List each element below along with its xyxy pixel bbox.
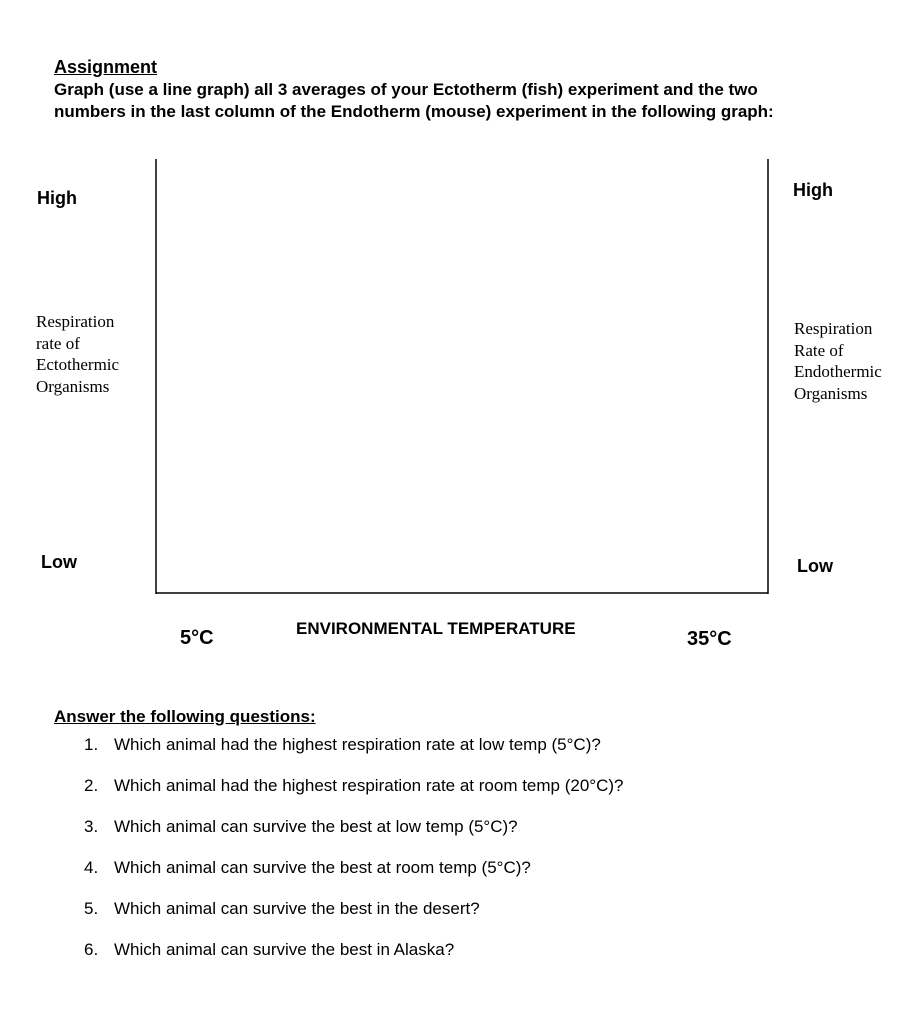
left-axis-title-line: Ectothermic (36, 355, 120, 374)
x-axis-max-label: 35°C (687, 628, 732, 650)
question-number: 4. (84, 858, 99, 877)
left-axis-title-line: rate of (36, 333, 80, 353)
question-item (84, 776, 624, 817)
question-text: Which animal can survive the best in Alaska? (114, 940, 455, 959)
question-number: 3. (84, 817, 99, 836)
left-axis-title-line: Respiration (36, 312, 115, 331)
x-axis-title: ENVIRONMENTAL TEMPERATURE (296, 619, 576, 638)
questions-list (84, 735, 624, 981)
question-number: 5. (84, 899, 99, 918)
left-axis-high-label: High (37, 188, 77, 208)
instructions-line-2: numbers in the last column of the Endotherm (mouse) experiment in the following graph: (54, 102, 774, 121)
question-item (84, 899, 624, 940)
right-axis-title (794, 318, 882, 404)
blank-graph-area (155, 159, 769, 594)
assignment-title: Assignment (54, 57, 158, 77)
question-text: Which animal can survive the best in the desert? (114, 899, 480, 918)
right-axis-title-line: Organisms (794, 383, 868, 403)
question-item (84, 940, 624, 981)
question-number: 2. (84, 776, 99, 795)
question-item (84, 858, 624, 899)
right-axis-title-line: Respiration (794, 319, 873, 338)
question-item (84, 817, 624, 858)
question-text: Which animal had the highest respiration rate at low temp (5°C)? (114, 735, 601, 754)
question-text: Which animal can survive the best at low temp (5°C)? (114, 817, 518, 836)
question-number: 1. (84, 735, 99, 754)
left-axis-title (36, 311, 119, 397)
left-axis-title-line: Organisms (36, 376, 110, 396)
left-axis-low-label: Low (41, 552, 77, 572)
right-axis-low-label: Low (797, 556, 833, 576)
right-axis-high-label: High (793, 180, 833, 200)
question-number: 6. (84, 940, 99, 959)
questions-heading: Answer the following questions: (54, 707, 316, 726)
question-text: Which animal had the highest respiration rate at room temp (20°C)? (114, 776, 624, 795)
question-text: Which animal can survive the best at room temp (5°C)? (114, 858, 531, 877)
instructions-line-1: Graph (use a line graph) all 3 averages of your Ectotherm (fish) experiment and the two (54, 80, 758, 99)
assignment-instructions (54, 79, 884, 123)
right-axis-title-line: Endothermic (794, 362, 882, 381)
right-axis-title-line: Rate of (794, 340, 844, 360)
question-item (84, 735, 624, 776)
x-axis-min-label: 5°C (180, 627, 214, 649)
